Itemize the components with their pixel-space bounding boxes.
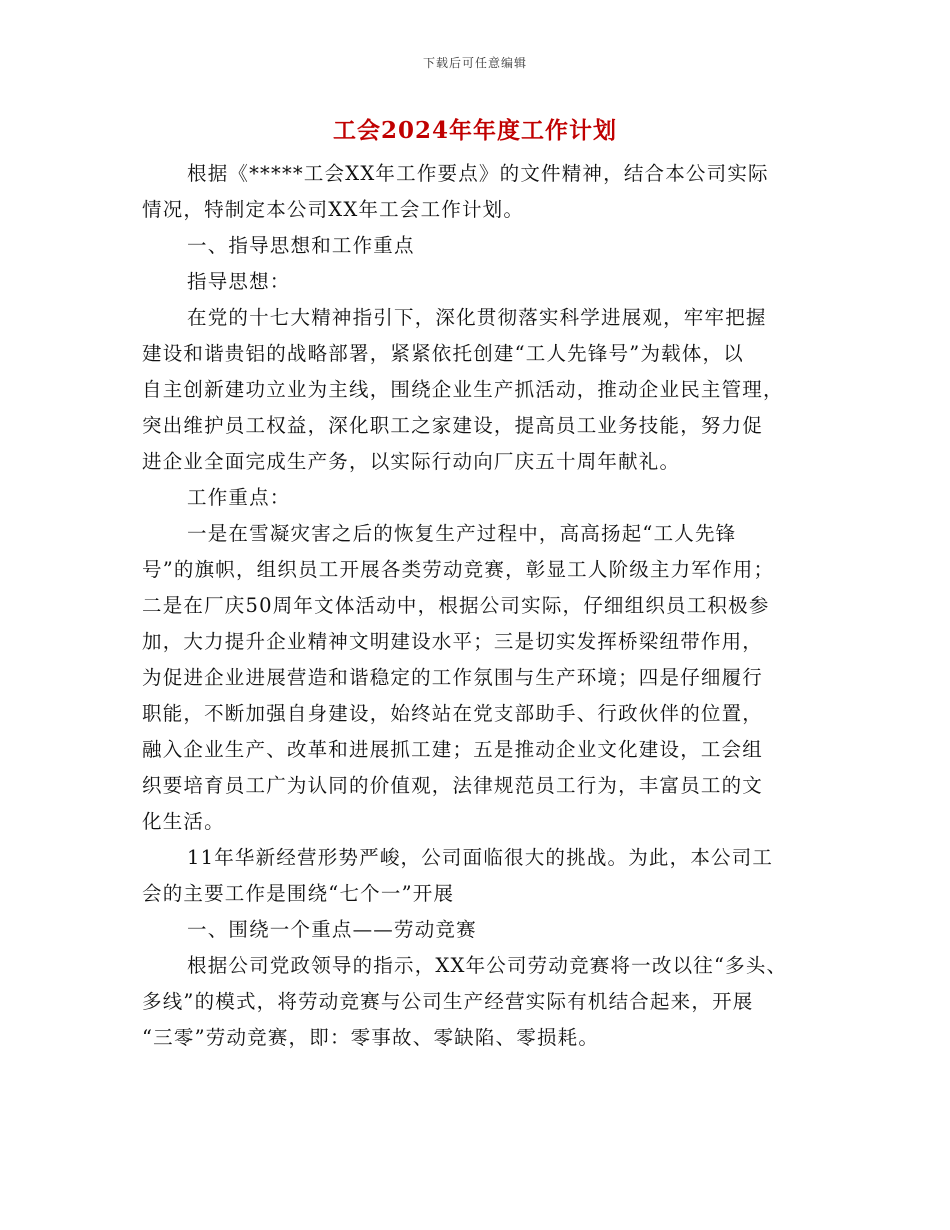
paragraph-line: 化生活。 — [142, 810, 225, 833]
paragraph-line: 职能，不断加强自身建设，始终站在党支部助手、行政伙伴的位置， — [142, 702, 764, 725]
paragraph-line: 一、指导思想和工作重点 — [187, 234, 415, 257]
paragraph-line: 织要培育员工广为认同的价值观，法律规范员工行为，丰富员工的文 — [142, 774, 764, 797]
paragraph-line: 根据《*****工会XX年工作要点》的文件精神，结合本公司实际 — [187, 162, 769, 185]
paragraph-line: 一是在雪凝灾害之后的恢复生产过程中，高高扬起“工人先锋 — [187, 522, 737, 545]
paragraph-line: 进企业全面完成生产务，以实际行动向厂庆五十周年献礼。 — [142, 450, 681, 473]
paragraph-line: 突出维护员工权益，深化职工之家建设，提高员工业务技能，努力促 — [142, 414, 764, 437]
paragraph-line: 11年华新经营形势严峻，公司面临很大的挑战。为此，本公司工 — [187, 846, 774, 869]
paragraph-line: 融入企业生产、改革和进展抓工建；五是推动企业文化建设，工会组 — [142, 738, 764, 761]
paragraph-line: 情况，特制定本公司XX年工会工作计划。 — [142, 198, 525, 221]
document-title: 工会2024年年度工作计划 — [332, 117, 617, 144]
paragraph-line: 二是在厂庆50周年文体活动中，根据公司实际，仔细组织员工积极参 — [142, 594, 770, 617]
paragraph-line: 根据公司党政领导的指示，XX年公司劳动竞赛将一改以往“多头、 — [187, 954, 788, 977]
paragraph-line: 会的主要工作是围绕“七个一”开展 — [142, 882, 455, 905]
paragraph-line: 为促进企业进展营造和谐稳定的工作氛围与生产环境；四是仔细履行 — [142, 666, 764, 689]
paragraph-line: “三零”劳动竞赛，即：零事故、零缺陷、零损耗。 — [142, 1026, 600, 1049]
paragraph-line: 工作重点： — [187, 486, 291, 509]
paragraph-line: 一、围绕一个重点——劳动竞赛 — [187, 918, 477, 941]
paragraph-line: 多线”的模式，将劳动竞赛与公司生产经营实际有机结合起来，开展 — [142, 990, 754, 1013]
paragraph-line: 加，大力提升企业精神文明建设水平；三是切实发挥桥梁纽带作用， — [142, 630, 764, 653]
paragraph-line: 指导思想： — [187, 270, 291, 293]
document-body — [142, 156, 810, 1056]
paragraph-line: 建设和谐贵铝的战略部署，紧紧依托创建“工人先锋号”为载体，以 — [142, 342, 744, 365]
header-note: 下载后可任意编辑 — [422, 56, 527, 70]
paragraph-line: 号”的旗帜，组织员工开展各类劳动竞赛，彰显工人阶级主力军作用； — [142, 558, 775, 581]
paragraph-line: 自主创新建功立业为主线，围绕企业生产抓活动，推动企业民主管理， — [142, 378, 784, 401]
paragraph-line: 在党的十七大精神指引下，深化贯彻落实科学进展观，牢牢把握 — [187, 306, 767, 329]
